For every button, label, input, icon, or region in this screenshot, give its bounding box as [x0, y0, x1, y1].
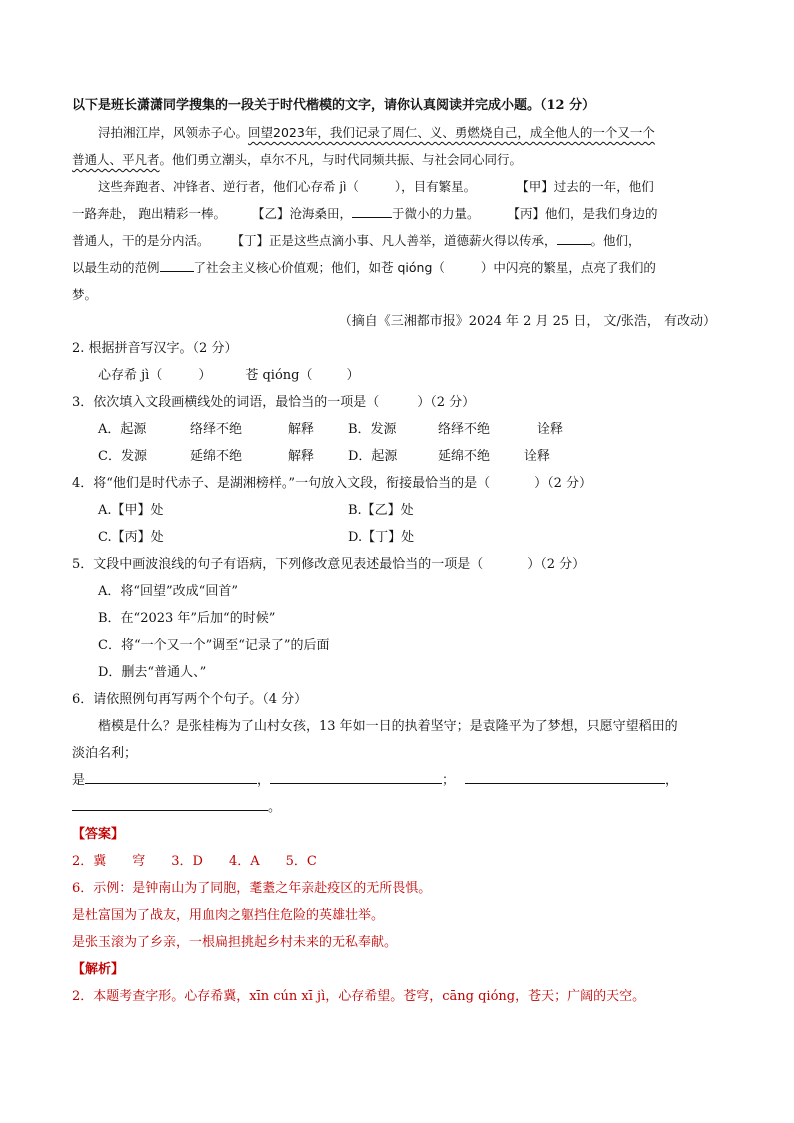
passage-line-7: 梦。	[72, 287, 98, 302]
q2-b-label: 苍 qióng（	[245, 368, 313, 383]
q2-a-label: 心存希 jì（	[98, 368, 163, 383]
punct: ；	[442, 773, 456, 788]
source-citation: （摘自《三湘都市报》2024 年 2 月 25 日， 文/张浩， 有改动）	[338, 314, 716, 329]
q3-option-b[interactable]: B．发源	[348, 422, 397, 437]
q5-score: ）（2 分）	[527, 557, 586, 572]
passage-line-5	[72, 227, 724, 254]
q3-stem	[72, 389, 724, 416]
q6-blank-3[interactable]	[465, 768, 665, 784]
q6-blank-2[interactable]	[270, 768, 442, 784]
q3-option-b-word3: 诠释	[537, 422, 564, 437]
answer-line-4: 是张玉滚为了乡亲，一根扁担挑起乡村未来的无私奉献。	[72, 935, 398, 950]
q3-option-c-word2: 延绵不绝	[190, 449, 243, 464]
passage-line-1	[72, 119, 724, 146]
q3-option-a-word2: 络绎不绝	[190, 422, 243, 437]
passage-text: 以最生动的范例	[72, 260, 160, 275]
passage-text: 。他们，	[590, 233, 641, 248]
q6-answer-line-2	[72, 794, 724, 821]
q6-example-line-1: 楷模是什么？是张桂梅为了山村女孩，13 年如一日的执着坚守；是袁隆平为了梦想，只愿守望稻田的	[98, 719, 678, 734]
q5-stem	[72, 551, 724, 578]
q6-blank-1[interactable]	[85, 768, 257, 784]
q2-blanks	[72, 362, 724, 389]
q2-stem: 2. 根据拼音写汉字。（2 分）	[72, 341, 238, 356]
q3-score: ）（2 分）	[417, 395, 476, 410]
q3-option-c[interactable]: C．发源	[98, 449, 147, 464]
q6-answer-line-1	[72, 767, 724, 794]
q3-option-c-word3: 解释	[288, 449, 315, 464]
passage-text: 浔拍湘江岸，风领赤子心。	[98, 125, 249, 140]
fill-blank[interactable]	[160, 256, 194, 272]
q4-row-cd	[72, 524, 724, 551]
answer-line-3: 是杜富国为了战友，用血肉之躯挡住危险的英雄壮举。	[72, 908, 385, 923]
q5-option-d[interactable]: D．删去“普通人、”	[98, 665, 207, 680]
passage-text: 了社会主义核心价值观；他们，如苍 qióng（	[193, 260, 445, 275]
q3-option-d[interactable]: D．起源	[348, 449, 398, 464]
q3-option-d-word2: 延绵不绝	[438, 449, 491, 464]
q4-option-d[interactable]: D.【丁】处	[348, 530, 415, 545]
passage-text: 。他们勇立潮头，卓尔不凡，与时代同频共振、与社会同心同行。	[159, 152, 523, 167]
q4-option-c[interactable]: C.【丙】处	[98, 530, 164, 545]
passage-line-2	[72, 146, 724, 173]
passage-text: 【甲】过去的一年，他们	[516, 179, 654, 194]
q4-option-b[interactable]: B.【乙】处	[348, 503, 414, 518]
paren: ）	[198, 368, 212, 383]
punct: 。	[268, 800, 282, 815]
q6-blank-4[interactable]	[72, 795, 268, 811]
q5-option-a[interactable]: A．将“回望”改成“回首”	[98, 584, 238, 599]
analysis-line-1: 2．本题考查字形。心存希冀，xīn cún xī jì，心存希望。苍穹，cāng qióng，苍天；广阔的天空。	[72, 989, 646, 1004]
passage-text: 普通人，干的是分内活。	[72, 233, 210, 248]
passage-line-6	[72, 254, 724, 281]
exam-page	[72, 92, 724, 1010]
q4-score: ）（2 分）	[534, 476, 592, 491]
punct: ，	[665, 773, 679, 788]
q5-option-b[interactable]: B．在“2023 年”后加“的时候”	[98, 611, 276, 626]
q3-option-d-word3: 诠释	[524, 449, 551, 464]
q6-stem: 6．请依照例句再写两个个句子。（4 分）	[72, 692, 308, 707]
q6-example-line-2: 淡泊名利；	[72, 746, 138, 761]
q3-text: 3．依次填入文段画横线处的词语，最恰当的一项是（	[72, 395, 380, 410]
wavy-sentence: 回望2023年，我们记录了周仁、义、勇燃烧自己，成全他人的一个又一个	[248, 125, 655, 140]
fill-blank[interactable]	[557, 229, 591, 245]
passage-text: 这些奔跑者、冲锋者、逆行者，他们心存希 jì（	[98, 179, 359, 194]
intro-text: 以下是班长潇潇同学搜集的一段关于时代楷模的文字，请你认真阅读并完成小题。（12 分）	[72, 98, 596, 113]
answer-label: 【答案】	[72, 827, 125, 842]
q6-prefix: 是	[72, 773, 86, 788]
passage-text: 【丙】他们，是我们身边的	[507, 206, 658, 221]
answer-line-2: 6．示例：是钟南山为了同胞，耄耋之年亲赴疫区的无所畏惧。	[72, 881, 432, 896]
passage-text: 【丁】正是这些点滴小事、凡人善举，道德薪火得以传承，	[231, 233, 557, 248]
passage-text: 一路奔赴， 跑出精彩一棒。	[72, 206, 226, 221]
answer-line-1: 2．冀 穹 3．D 4．A 5．C	[72, 854, 317, 869]
wavy-sentence-end: 普通人、平凡者	[72, 152, 160, 167]
passage-text: 于微小的力量。	[392, 206, 480, 221]
q5-text: 5．文段中画波浪线的句子有语病，下列修改意见表述最恰当的一项是（	[72, 557, 484, 572]
passage-text: ），目有繁星。	[394, 179, 477, 194]
q3-option-a[interactable]: A．起源	[98, 422, 147, 437]
q3-row-cd	[72, 443, 724, 470]
q5-option-c[interactable]: C．将“一个又一个”调至“记录了”的后面	[98, 638, 330, 653]
q3-option-b-word2: 络绎不绝	[438, 422, 491, 437]
punct: ，	[257, 773, 271, 788]
q3-row-ab	[72, 416, 724, 443]
q3-option-a-word3: 解释	[288, 422, 315, 437]
fill-blank[interactable]	[352, 202, 392, 218]
q4-option-a[interactable]: A.【甲】处	[98, 503, 164, 518]
passage-text: 【乙】沧海桑田，	[251, 206, 352, 221]
q4-text: 4．将“他们是时代赤子、是湖湘榜样。”一句放入文段，衔接最恰当的是（	[72, 476, 491, 491]
passage-line-3	[72, 173, 724, 200]
passage-line-4	[72, 200, 724, 227]
analysis-label: 【解析】	[72, 962, 125, 977]
q4-row-ab	[72, 497, 724, 524]
passage-text: ）中闪亮的繁星，点亮了我们的	[480, 260, 656, 275]
paren: ）	[346, 368, 360, 383]
q4-stem	[72, 470, 724, 497]
